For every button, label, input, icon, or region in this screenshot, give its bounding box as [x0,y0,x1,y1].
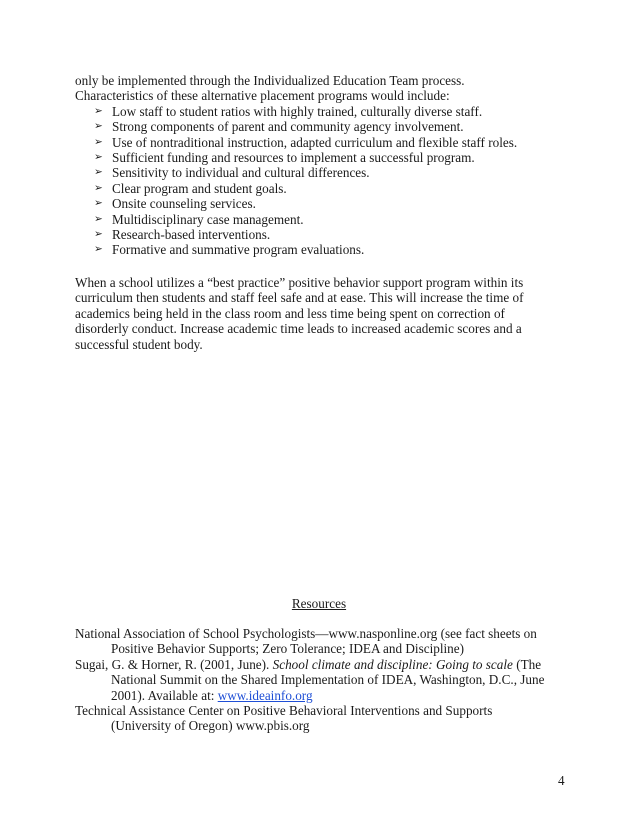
reference-line [75,688,565,703]
reference-entry-tac [75,703,565,734]
paragraph-line: academics being held in the class room and less time being spent on correction of [75,305,505,321]
paragraph-line: disorderly conduct. Increase academic time leads to increased academic scores and a [75,321,522,337]
list-item [75,227,565,242]
reference-title: School climate and discipline: Going to scale [272,656,513,672]
intro-line: only be implemented through the Individualized Education Team process. [75,73,465,88]
reference-line: Technical Assistance Center on Positive Behavioral Interventions and Supports [75,703,493,719]
list-item-text: Sensitivity to individual and cultural differences. [112,165,370,181]
arrow-bullet-icon: ➢ [94,166,103,179]
reference-line: National Summit on the Shared Implementation of IDEA, Washington, D.C., June [111,672,545,688]
list-item-text: Sufficient funding and resources to implement a successful program. [112,150,475,166]
list-item [75,242,565,257]
arrow-bullet-icon: ➢ [94,197,103,210]
list-item-text: Clear program and student goals. [112,180,287,196]
arrow-bullet-icon: ➢ [94,243,103,256]
reference-line: (University of Oregon) www.pbis.org [111,718,310,734]
arrow-bullet-icon: ➢ [94,212,103,225]
characteristics-list [75,104,565,258]
reference-authors: Sugai, G. & Horner, R. (2001, June). [75,656,273,672]
paragraph-line: When a school utilizes a “best practice” positive behavior support program within its [75,275,524,290]
list-item-text: Research-based interventions. [112,227,271,243]
list-item [75,104,565,119]
list-item [75,212,565,227]
reference-entry-nasp [75,626,565,657]
intro-line: Characteristics of these alternative placement programs would include: [75,88,450,104]
list-item [75,135,565,150]
page-number: 4 [558,773,565,788]
list-item [75,181,565,196]
reference-line: Positive Behavior Supports; Zero Tolerance; IDEA and Discipline) [111,641,464,657]
paragraph-line: curriculum then students and staff feel safe and at ease. This will increase the time of [75,290,524,306]
ideainfo-link[interactable]: www.ideainfo.org [217,687,313,703]
reference-text: 2001). Available at: [111,687,218,703]
arrow-bullet-icon: ➢ [94,135,103,148]
list-item [75,150,565,165]
list-item [75,196,565,211]
references-list [75,626,565,734]
paragraph-line: successful student body. [75,336,203,352]
arrow-bullet-icon: ➢ [94,120,103,133]
list-item-text: Onsite counseling services. [112,196,256,212]
reference-line [75,657,565,672]
reference-text: (The [512,656,542,672]
arrow-bullet-icon: ➢ [94,151,103,164]
list-item-text: Strong components of parent and community agency involvement. [112,119,464,135]
arrow-bullet-icon: ➢ [94,181,103,194]
list-item-text: Formative and summative program evaluations. [112,242,365,258]
list-item [75,119,565,134]
intro-block [75,73,565,258]
list-item-text: Low staff to student ratios with highly trained, culturally diverse staff. [112,103,483,119]
reference-line: National Association of School Psychologists—www.nasponline.org (see fact sheets on [75,626,537,641]
list-item-text: Use of nontraditional instruction, adapted curriculum and flexible staff roles. [112,134,518,150]
list-item [75,165,565,180]
arrow-bullet-icon: ➢ [94,228,103,241]
resources-heading: Resources [291,596,347,611]
list-item-text: Multidisciplinary case management. [112,211,304,227]
arrow-bullet-icon: ➢ [94,104,103,117]
body-paragraph [75,275,565,352]
reference-entry-sugai [75,657,565,703]
